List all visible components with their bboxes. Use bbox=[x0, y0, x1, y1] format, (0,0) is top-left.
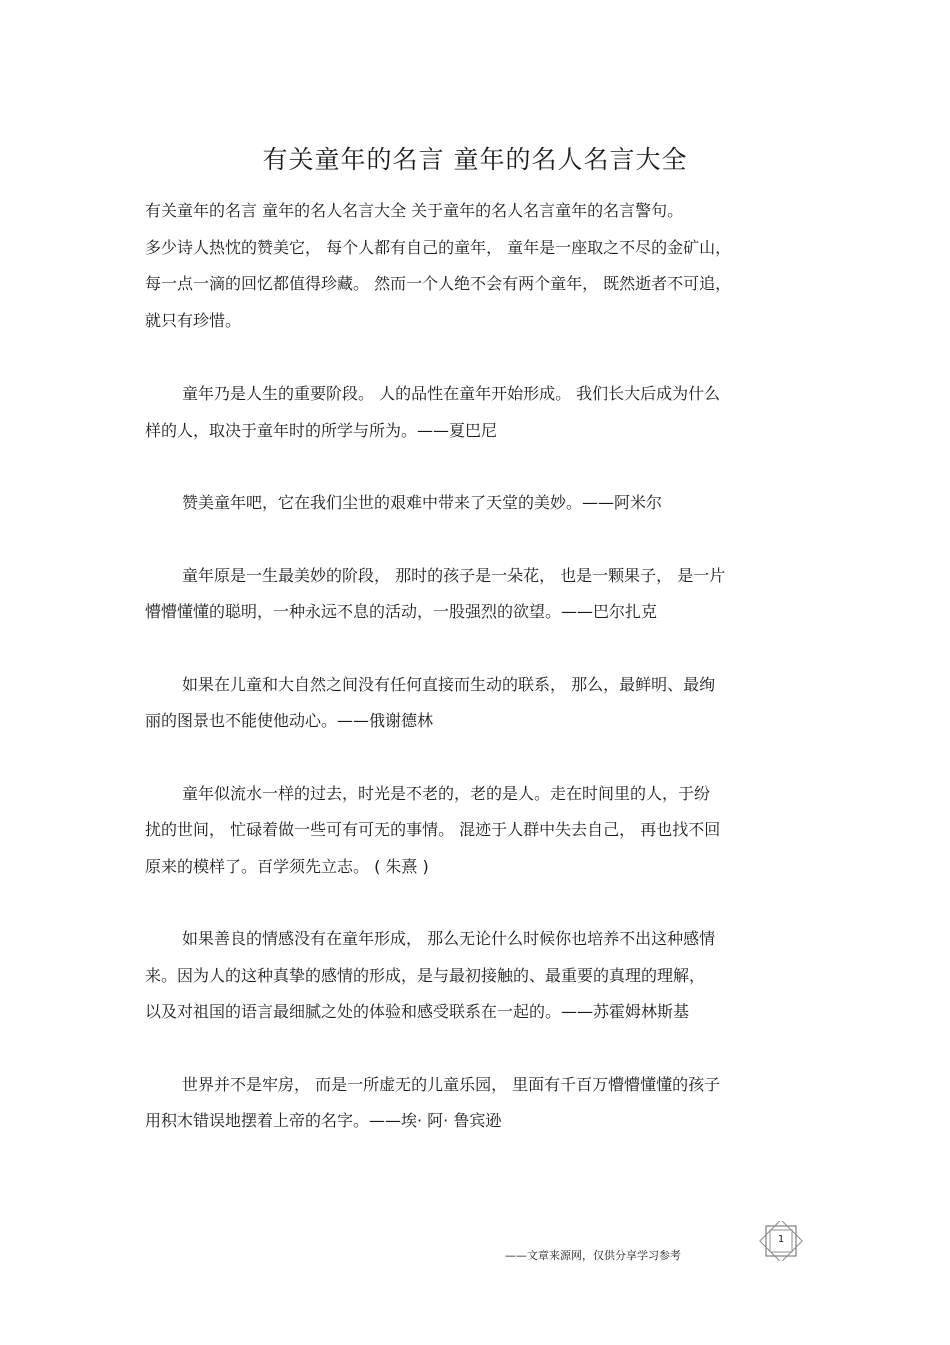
paragraph-line: 用积木错误地摆着上帝的名字。——埃· 阿· 鲁宾逊 bbox=[145, 1111, 502, 1130]
paragraph-line: 如果善良的情感没有在童年形成， 那么无论什么时候你也培养不出这种感情 bbox=[182, 929, 716, 948]
quote-paragraph bbox=[145, 921, 810, 1031]
quote-paragraph bbox=[145, 1067, 810, 1140]
paragraph-line: 童年乃是人生的重要阶段。 人的品性在童年开始形成。 我们长大后成为什么 bbox=[182, 384, 721, 403]
document-body bbox=[145, 193, 810, 1176]
paragraph-intro bbox=[145, 193, 810, 339]
paragraph-line: 多少诗人热忱的赞美它， 每个人都有自己的童年， 童年是一座取之不尽的金矿山， bbox=[145, 237, 732, 257]
paragraph-line: 样的人，取决于童年时的所学与所为。——夏巴尼 bbox=[145, 420, 498, 440]
paragraph-line: 就只有珍惜。 bbox=[145, 310, 242, 330]
quote-paragraph bbox=[145, 376, 810, 449]
paragraph-line: 有关童年的名言 童年的名人名言大全 关于童年的名人名言童年的名言警句。 bbox=[145, 201, 684, 220]
paragraph-line: 每一点一滴的回忆都值得珍藏。 然而一个人绝不会有两个童年， 既然逝者不可追， bbox=[145, 274, 732, 293]
paragraph-line: 丽的图景也不能使他动心。——俄谢德林 bbox=[145, 711, 434, 730]
paragraph-line: 原来的模样了。百学须先立志。 ( 朱熹 ) bbox=[145, 856, 429, 876]
paragraph-line: 赞美童年吧，它在我们尘世的艰难中带来了天堂的美妙。——阿米尔 bbox=[182, 493, 663, 512]
page-number-badge bbox=[758, 1221, 804, 1261]
document-title: 有关童年的名言 童年的名人名言大全 bbox=[262, 145, 688, 174]
page-number: 1 bbox=[777, 1234, 785, 1245]
quote-paragraph bbox=[145, 667, 810, 740]
footer-source-note: ——文章来源网，仅供分享学习参考 bbox=[505, 1249, 681, 1262]
paragraph-line: 懵懵懂懂的聪明，一种永远不息的活动，一股强烈的欲望。——巴尔扎克 bbox=[145, 602, 658, 621]
paragraph-line: 以及对祖国的语言最细腻之处的体验和感受联系在一起的。——苏霍姆林斯基 bbox=[145, 1002, 690, 1021]
paragraph-line: 来。因为人的这种真挚的感情的形成，是与最初接触的、最重要的真理的理解， bbox=[145, 965, 706, 985]
quote-paragraph bbox=[145, 558, 810, 631]
quote-paragraph bbox=[145, 485, 810, 522]
paragraph-line: 童年似流水一样的过去，时光是不老的，老的是人。走在时间里的人，于纷 bbox=[182, 783, 711, 803]
paragraph-line: 如果在儿童和大自然之间没有任何直接而生动的联系， 那么，最鲜明、最绚 bbox=[182, 674, 716, 694]
paragraph-line: 童年原是一生最美妙的阶段， 那时的孩子是一朵花， 也是一颗果子， 是一片 bbox=[182, 565, 726, 585]
paragraph-line: 世界并不是牢房， 而是一所虚无的儿童乐园， 里面有千百万懵懵懂懂的孩子 bbox=[182, 1074, 721, 1094]
quote-paragraph bbox=[145, 776, 810, 886]
paragraph-line: 扰的世间， 忙碌着做一些可有可无的事情。 混迹于人群中失去自己， 再也找不回 bbox=[145, 820, 721, 839]
